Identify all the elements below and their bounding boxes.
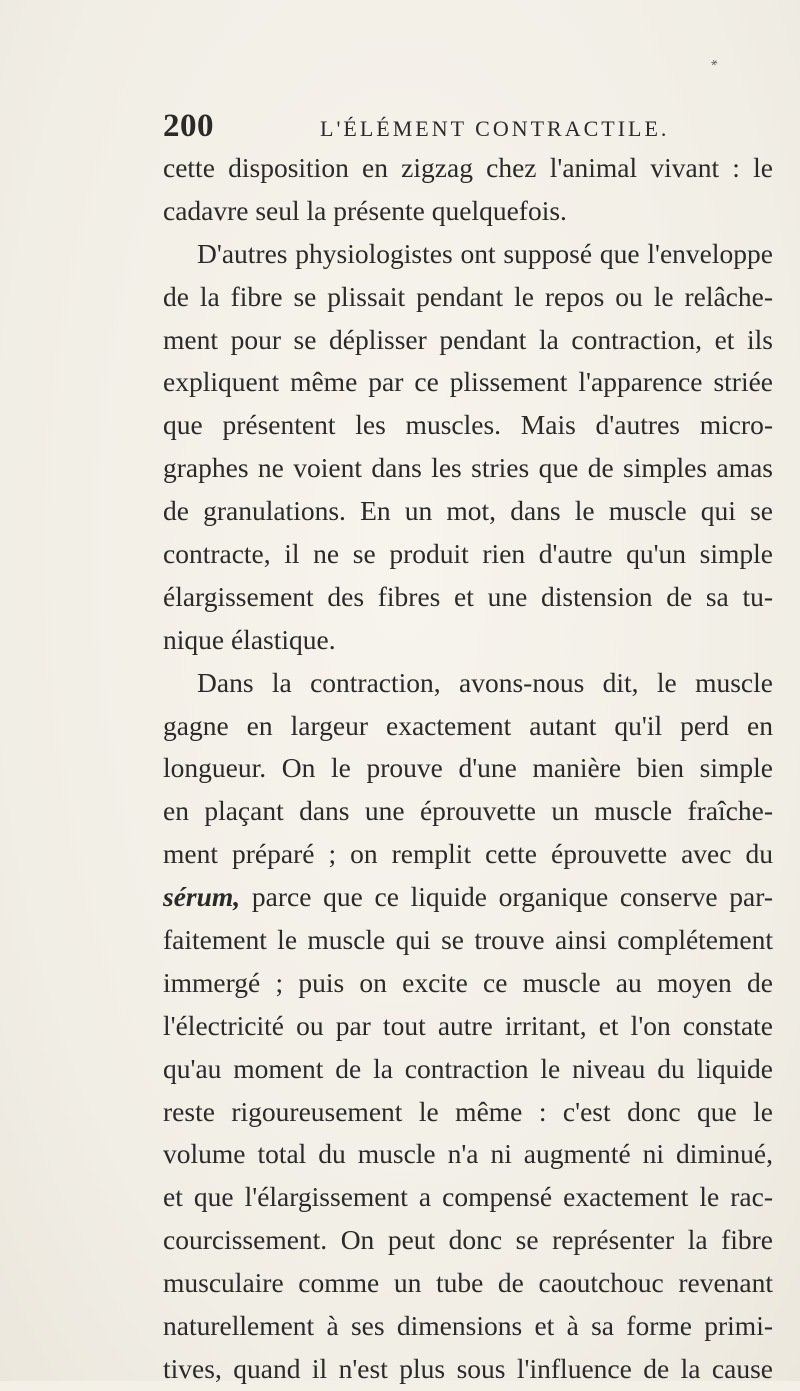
text-line: en plaçant dans une éprouvette un muscle fraîche- (163, 795, 773, 827)
text-line: l'électricité ou par tout autre irritant, et l'on constate (163, 1009, 773, 1041)
body-text (163, 147, 773, 1391)
text-line: longueur. On le prouve d'une manière bien simple (163, 752, 773, 784)
text-line: Dans la contraction, avons-nous dit, le muscle (197, 666, 773, 698)
text-line: volume total du muscle n'a ni augmenté ni diminué, (163, 1138, 773, 1170)
text-line: contracte, il ne se produit rien d'autre qu'un simple (163, 538, 773, 570)
text-line: expliquent même par ce plissement l'apparence striée (163, 366, 773, 398)
text-line: cadavre seul la présente quelquefois. (163, 194, 567, 226)
text-line: D'autres physiologistes ont supposé que l'enveloppe (197, 237, 773, 269)
text-line: ment préparé ; on remplit cette éprouvette avec du (163, 838, 773, 870)
text-line: et que l'élargissement a compensé exactement le rac- (163, 1181, 773, 1213)
text-line: faitement le muscle qui se trouve ainsi complétement (163, 924, 773, 956)
corner-mark: * (709, 57, 722, 74)
text-line (163, 876, 773, 919)
text-line: cette disposition en zigzag chez l'animal vivant : le (163, 152, 773, 183)
text-line: musculaire comme un tube de caoutchouc revenant (163, 1267, 773, 1299)
text-line: reste rigoureusement le même : c'est donc que le (163, 1095, 773, 1127)
page-header (163, 108, 773, 148)
running-title: L'ÉLÉMENT CONTRACTILE. (320, 116, 670, 141)
text-line: nique élastique. (163, 623, 336, 655)
text-line: immergé ; puis on excite ce muscle au moyen de (163, 966, 773, 998)
text-line: qu'au moment de la contraction le niveau du liquide (163, 1052, 773, 1084)
italic-term: sérum, (163, 881, 241, 913)
text-line: gagne en largeur exactement autant qu'il perd en (163, 709, 773, 741)
text-line: naturellement à ses dimensions et à sa forme primi- (163, 1310, 773, 1342)
text-line: courcissement. On peut donc se représenter la fibre (163, 1224, 773, 1256)
text-line: élargissement des fibres et une distension de sa tu- (163, 580, 773, 612)
text-line: de granulations. En un mot, dans le muscle qui se (163, 495, 773, 527)
text-line: de la fibre se plissait pendant le repos ou le relâche- (163, 280, 773, 312)
text-line: ment pour se déplisser pendant la contraction, et ils (163, 323, 773, 355)
text-line: que présentent les muscles. Mais d'autres micro- (163, 409, 773, 441)
text-line-rest: parce que ce liquide organique conserve par- (240, 881, 773, 913)
text-line: tives, quand il n'est plus sous l'influence de la cause (163, 1352, 773, 1384)
text-line: graphes ne voient dans les stries que de simples amas (163, 452, 773, 484)
page-number: 200 (163, 108, 214, 144)
